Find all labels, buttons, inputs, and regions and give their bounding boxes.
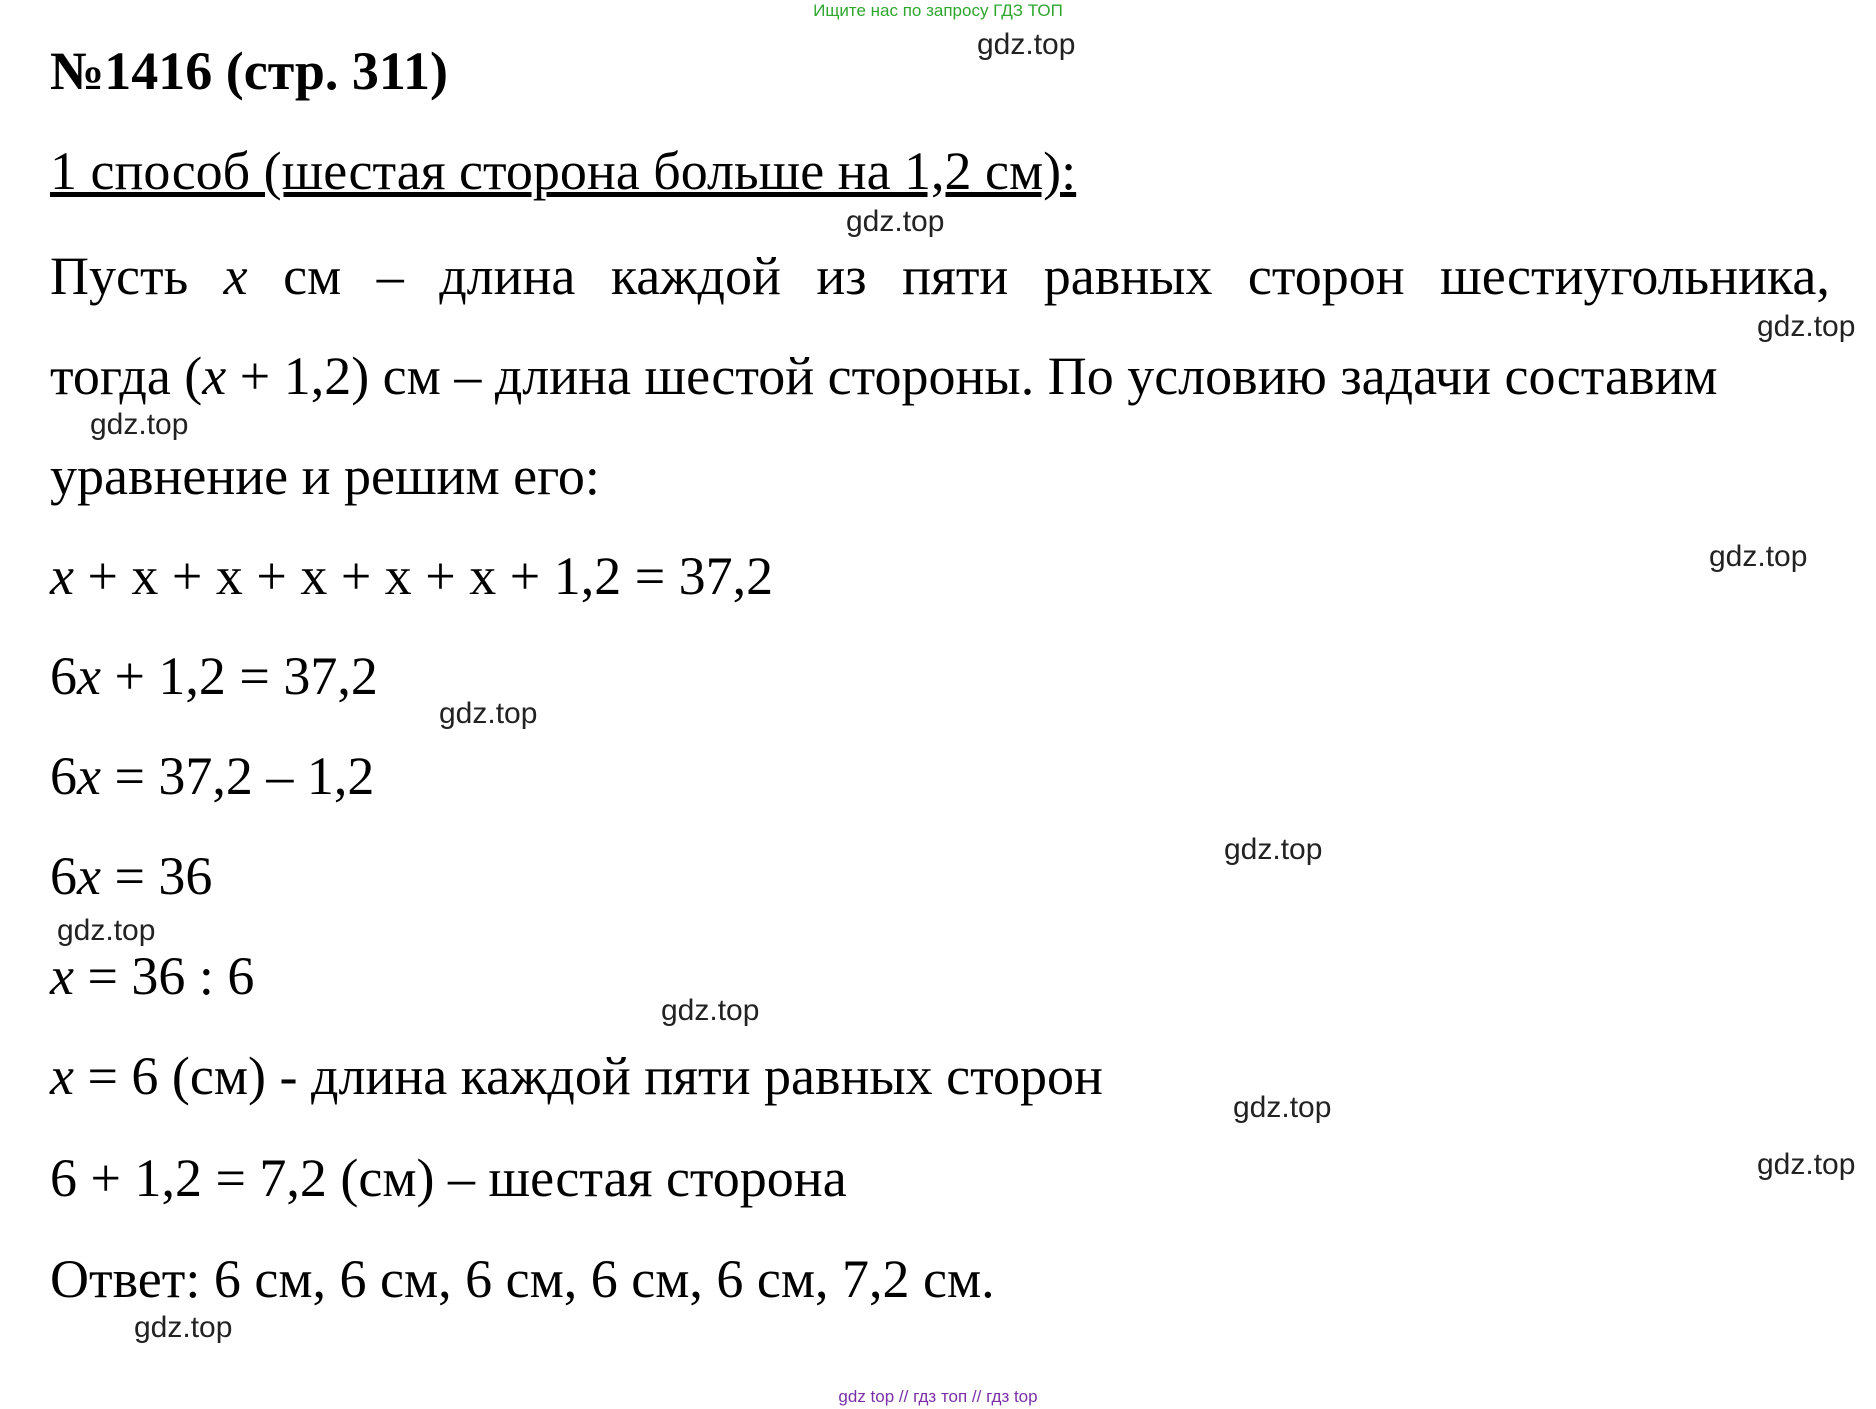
watermark: gdz.top: [134, 1311, 233, 1344]
equation-6: [50, 1045, 1103, 1107]
watermark: gdz.top: [1757, 310, 1856, 343]
word: равных: [1043, 246, 1213, 306]
word: шестиугольника,: [1440, 246, 1830, 306]
word: Пусть: [50, 246, 189, 306]
text-part: + 1,2) см – длина шестой стороны. По условию задачи составим: [226, 346, 1718, 406]
word: сторон: [1247, 246, 1405, 306]
equation-rest: + 1,2 = 37,2: [100, 646, 378, 706]
watermark: gdz.top: [977, 28, 1076, 61]
variable-x: x: [77, 846, 101, 906]
word: см: [283, 246, 342, 306]
intro-line-2: [50, 345, 1830, 407]
equation-1: [50, 545, 773, 607]
equation-rest: = 36 : 6: [73, 946, 255, 1006]
variable-x: x: [223, 246, 248, 306]
watermark: gdz.top: [1709, 540, 1808, 573]
answer-line: Ответ: 6 см, 6 см, 6 см, 6 см, 6 см, 7,2 см.: [50, 1249, 995, 1309]
word: –: [376, 246, 404, 306]
intro-line-3: уравнение и решим его:: [50, 446, 600, 506]
variable-x: x: [50, 946, 74, 1006]
equation-3: [50, 745, 374, 807]
watermark: gdz.top: [846, 205, 945, 238]
watermark: gdz.top: [1757, 1148, 1856, 1181]
method-heading: 1 способ (шестая сторона больше на 1,2 см):: [50, 141, 1077, 201]
watermark: gdz.top: [661, 994, 760, 1027]
coefficient: 6: [50, 846, 77, 906]
watermark: gdz.top: [90, 408, 189, 441]
equation-rest: = 6 (см) - длина каждой пяти равных сторон: [73, 1046, 1103, 1106]
equation-7: 6 + 1,2 = 7,2 (см) – шестая сторона: [50, 1148, 847, 1208]
variable-x: x: [50, 1046, 74, 1106]
top-search-note: Ищите нас по запросу ГДЗ ТОП: [813, 1, 1063, 20]
variable-x: x: [77, 746, 101, 806]
variable-x: x: [50, 546, 74, 606]
equation-rest: + x + x + x + x + x + 1,2 = 37,2: [73, 546, 774, 606]
text-part: тогда (: [50, 346, 203, 406]
word: длина: [439, 246, 576, 306]
equation-rest: = 37,2 – 1,2: [100, 746, 375, 806]
watermark: gdz.top: [57, 914, 156, 947]
variable-x: x: [77, 646, 101, 706]
equation-2: [50, 645, 378, 707]
equation-rest: = 36: [100, 846, 213, 906]
intro-line-1: [50, 245, 1830, 307]
footer-links: gdz top // гдз топ // гдз top: [838, 1387, 1038, 1406]
problem-title: №1416 (стр. 311): [50, 41, 448, 101]
word: из: [816, 246, 867, 306]
word: пяти: [902, 246, 1009, 306]
watermark: gdz.top: [1233, 1091, 1332, 1124]
variable-x: x: [202, 346, 227, 406]
coefficient: 6: [50, 746, 77, 806]
word: каждой: [610, 246, 781, 306]
coefficient: 6: [50, 646, 77, 706]
equation-4: [50, 845, 212, 907]
equation-5: [50, 945, 254, 1007]
watermark: gdz.top: [439, 697, 538, 730]
watermark: gdz.top: [1224, 833, 1323, 866]
